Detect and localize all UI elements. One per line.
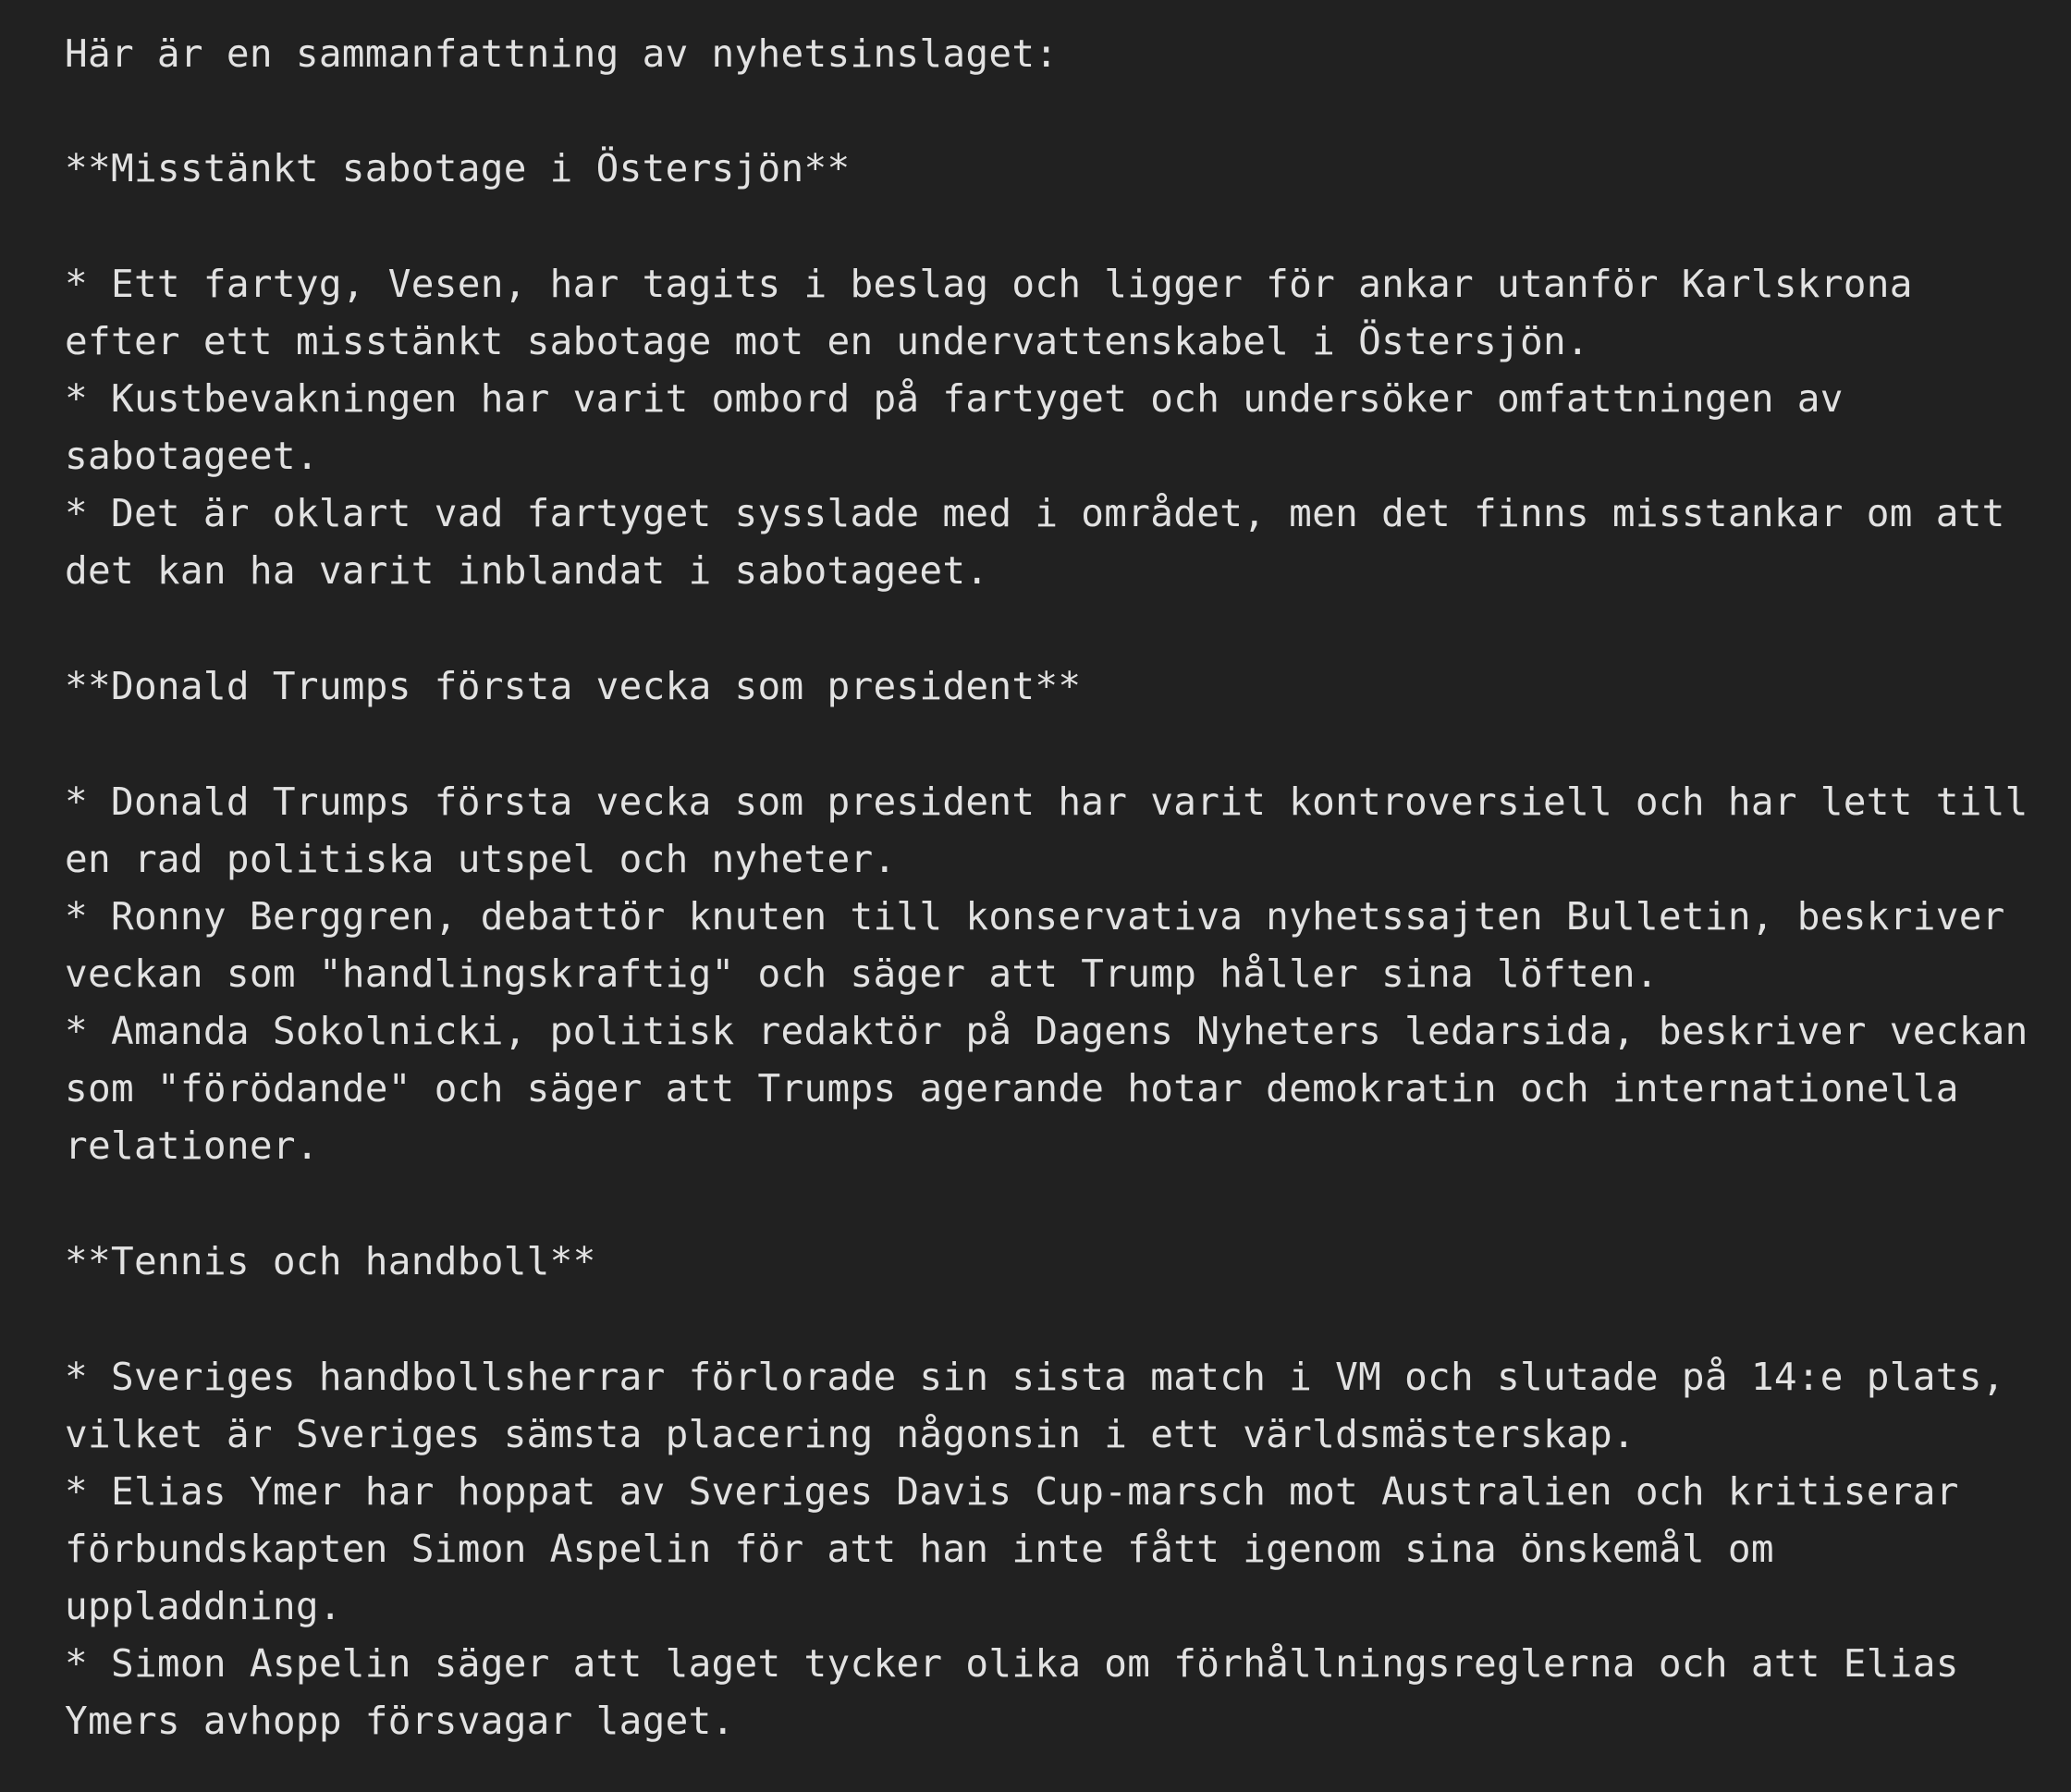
bullet-continuation: sabotageet. <box>65 434 319 478</box>
bullet-line: * Ronny Berggren, debattör knuten till konservativa nyhetssajten Bulletin, beskriver <box>65 894 2005 939</box>
bullet-continuation: efter ett misstänkt sabotage mot en undervattenskabel i Östersjön. <box>65 319 1589 363</box>
intro-line: Här är en sammanfattning av nyhetsinslaget: <box>65 31 1059 76</box>
bullet-line: * Sveriges handbollsherrar förlorade sin sista match i VM och slutade på 14:e plats, <box>65 1355 2005 1399</box>
bullet-continuation: vilket är Sveriges sämsta placering någonsin i ett världsmästerskap. <box>65 1412 1636 1456</box>
bullet-continuation: veckan som "handlingskraftig" och säger att Trump håller sina löften. <box>65 951 1659 996</box>
heading-sabotage: **Misstänkt sabotage i Östersjön** <box>65 146 851 190</box>
bullet-line: * Ett fartyg, Vesen, har tagits i beslag och ligger för ankar utanför Karlskrona <box>65 262 1913 306</box>
bullet-continuation: förbundskapten Simon Aspelin för att han inte fått igenom sina önskemål om <box>65 1527 1774 1571</box>
bullet-line: * Donald Trumps första vecka som president har varit kontroversiell och har lett till <box>65 779 2028 824</box>
bullet-continuation: uppladdning. <box>65 1584 342 1628</box>
bullet-continuation: en rad politiska utspel och nyheter. <box>65 837 897 881</box>
bullet-continuation: det kan ha varit inblandat i sabotageet. <box>65 548 989 593</box>
bullet-line: * Det är oklart vad fartyget sysslade med i området, men det finns misstankar om att <box>65 491 2005 535</box>
bullet-continuation: Ymers avhopp försvagar laget. <box>65 1699 735 1743</box>
bullet-continuation: relationer. <box>65 1123 319 1168</box>
bullet-line: * Amanda Sokolnicki, politisk redaktör på Dagens Nyheters ledarsida, beskriver veckan <box>65 1009 2028 1053</box>
bullet-line: * Simon Aspelin säger att laget tycker olika om förhållningsreglerna och att Elias <box>65 1641 1959 1686</box>
heading-tennis-handboll: **Tennis och handboll** <box>65 1239 596 1283</box>
bullet-line: * Elias Ymer har hoppat av Sveriges Davis Cup-marsch mot Australien och kritiserar <box>65 1469 1959 1514</box>
bullet-continuation: som "förödande" och säger att Trumps agerande hotar demokratin och internationella <box>65 1066 1959 1111</box>
bullet-line: * Kustbevakningen har varit ombord på fartyget och undersöker omfattningen av <box>65 376 1844 421</box>
heading-trump: **Donald Trumps första vecka som president** <box>65 664 1082 708</box>
